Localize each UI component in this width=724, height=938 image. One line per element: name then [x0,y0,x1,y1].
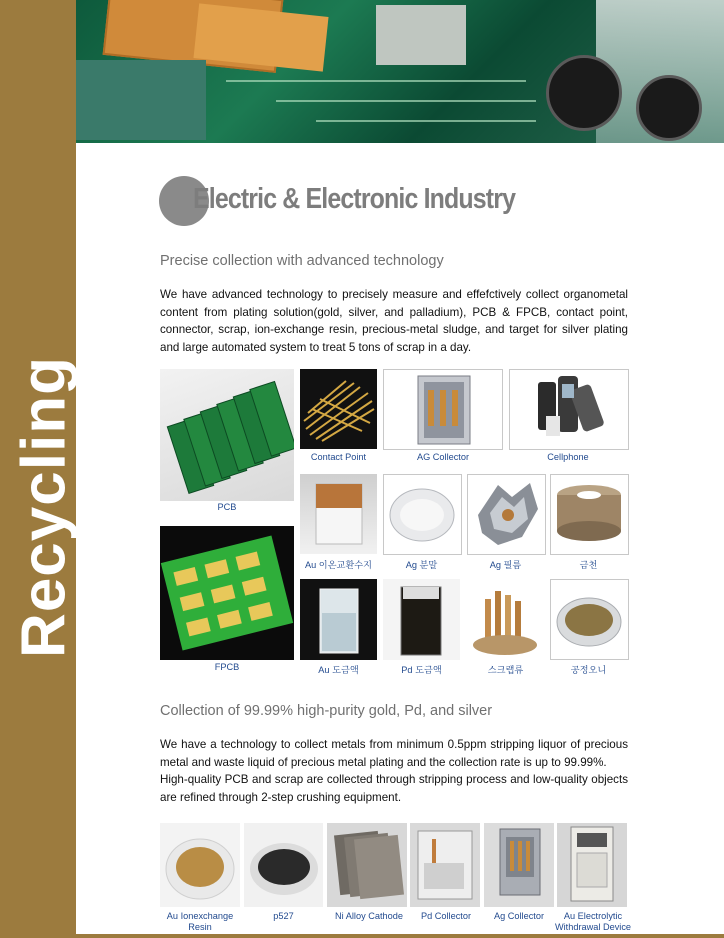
subhead-precise-collection: Precise collection with advanced technology [160,253,444,269]
ag-collector-image [383,369,503,450]
label-ag-collector-device: Ag Collector [493,911,545,921]
label-ni-alloy-cathode: Ni Alloy Cathode [335,911,403,921]
label-au-ionexchange-resin: Au Ionexchange Resin [166,911,234,932]
label-gold-wire: 금천 [579,560,598,570]
collection-paragraph-2: High-quality PCB and scrap are collected through stripping process and low-quality objects are refined through 2-step crushing equipment. [160,773,628,804]
ag-film-image [467,474,546,555]
label-contact-point: Contact Point [310,452,367,462]
label-p527: p527 [273,911,294,921]
label-ag-collector: AG Collector [416,452,470,462]
section-title: Electric & Electronic Industry [193,183,516,215]
fpcb-image [160,526,294,660]
sludge-image [550,579,629,660]
p527-image [244,823,323,907]
au-electrolytic-device-image [557,823,627,907]
label-ag-film: Ag 필름 [489,560,522,570]
cellphone-image [509,369,629,450]
label-au-plating: Au 도금액 [318,665,359,675]
gold-wire-image [550,474,629,555]
label-cellphone: Cellphone [547,452,589,462]
label-ag-powder: Ag 분말 [405,560,438,570]
subhead-high-purity: Collection of 99.99% high-purity gold, Pd, and silver [160,703,493,719]
contact-point-image [300,369,377,449]
label-pd-plating: Pd 도금액 [401,665,442,675]
au-ionexchange-resin-image [160,823,240,907]
label-sludge: 공정오니 [570,665,607,675]
label-fpcb: FPCB [214,662,240,672]
ag-collector-device-image [484,823,554,907]
label-pd-collector: Pd Collector [420,911,472,921]
au-resin-jar-image [300,474,377,554]
side-title: Recycling [9,356,79,658]
scrap-image [467,579,544,660]
label-au-resin: Au 이온교환수지 [304,560,373,570]
pd-plating-liquid-image [383,579,460,660]
pd-collector-image [410,823,480,907]
ni-alloy-cathode-image [327,823,407,907]
hero-circuit-image [76,0,724,143]
au-plating-liquid-image [300,579,377,660]
intro-paragraph: We have advanced technology to precisely measure and effefctively collect organometal content from plating solution(gold, silver, and palladium), PCB & FPCB, contact point, connector, scrap, ion-exchange resin, precious-metal sludge, and target for silver plating and large automated system to treat 5 tons of scrap in a day. [160,288,628,354]
pcb-image [160,369,294,501]
ag-powder-image [383,474,462,555]
label-au-electrolytic-device: Au Electrolytic Withdrawal Device [554,911,632,932]
label-pcb: PCB [217,502,237,512]
label-scrap: 스크랩류 [487,665,524,675]
bottom-rule [76,934,724,938]
collection-paragraph-1: We have a technology to collect metals from minimum 0.5ppm stripping liquor of precious metal and waste liquid of precious metal plating and the collection rate is up to 99.99%. [160,738,628,769]
